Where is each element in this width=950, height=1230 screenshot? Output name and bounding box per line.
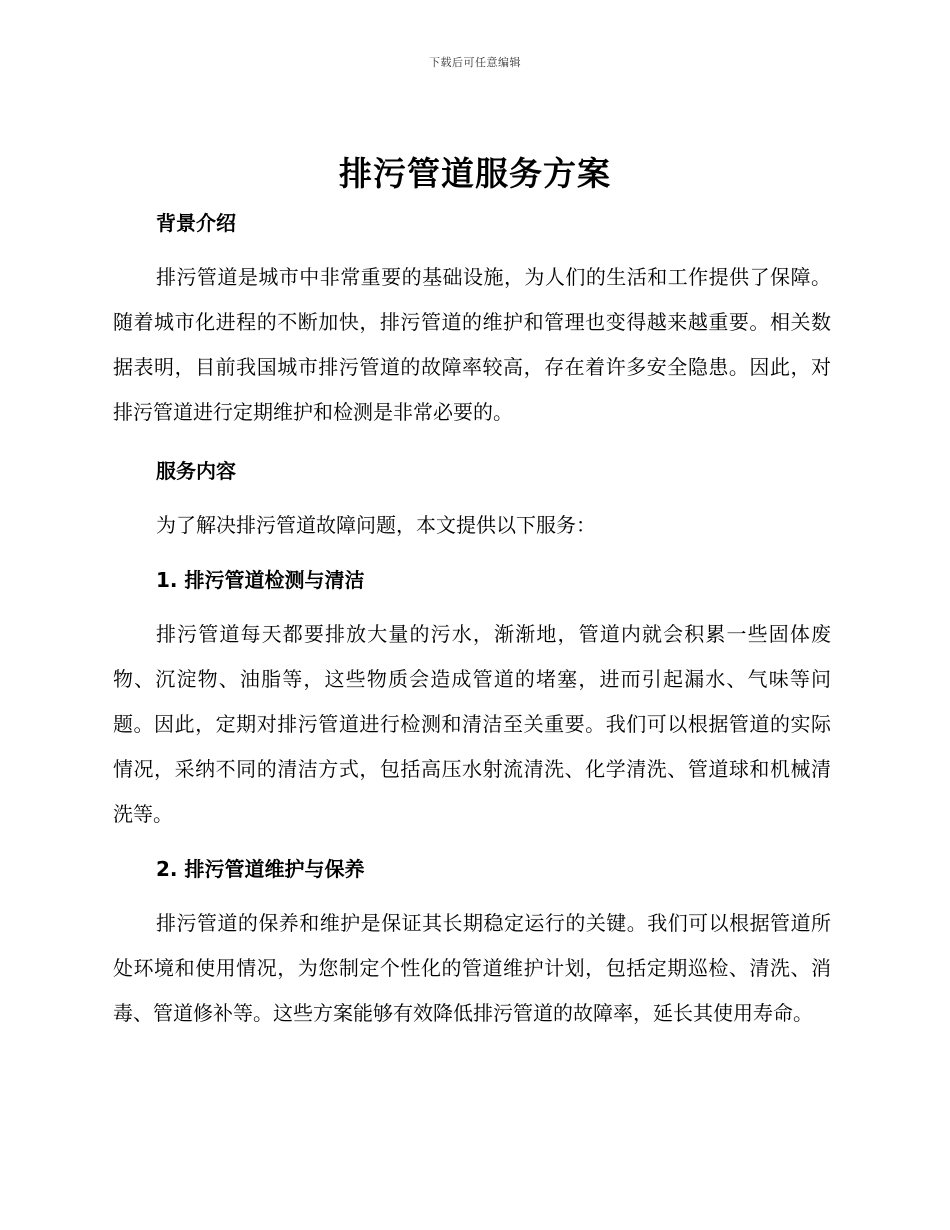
section-paragraph-background: 排污管道是城市中非常重要的基础设施，为人们的生活和工作提供了保障。随着城市化进程的不断加快，排污管道的维护和管理也变得越来越重要。相关数据表明，目前我国城市排污管道的故障率较高，存在着许多安全隐患。因此，对排污管道进行定期维护和检测是非常必要的。: [113, 265, 831, 424]
document-body: [113, 203, 831, 1036]
section-heading-background: 背景介绍: [156, 211, 236, 235]
section-paragraph-services: 为了解决排污管道故障问题，本文提供以下服务：: [156, 513, 596, 537]
section-heading-maintenance: 2. 排污管道维护与保养: [156, 857, 365, 881]
section-paragraph-inspection-cleaning: 排污管道每天都要排放大量的污水，渐渐地，管道内就会积累一些固体废物、沉淀物、油脂等，这些物质会造成管道的堵塞，进而引起漏水、气味等问题。因此，定期对排污管道进行检测和清洁至关重要。我们可以根据管道的实际情况，采纳不同的清洁方式，包括高压水射流清洗、化学清洗、管道球和机械清洗等。: [113, 622, 831, 826]
section-heading-services: 服务内容: [156, 459, 236, 483]
document-title: 排污管道服务方案: [339, 154, 611, 193]
section-paragraph-maintenance: 排污管道的保养和维护是保证其长期稳定运行的关键。我们可以根据管道所处环境和使用情况，为您制定个性化的管道维护计划，包括定期巡检、清洗、消毒、管道修补等。这些方案能够有效降低排污管道的故障率，延长其使用寿命。: [113, 911, 831, 1025]
header-note: 下载后可任意编辑: [429, 56, 521, 69]
section-heading-inspection-cleaning: 1. 排污管道检测与清洁: [156, 568, 365, 592]
